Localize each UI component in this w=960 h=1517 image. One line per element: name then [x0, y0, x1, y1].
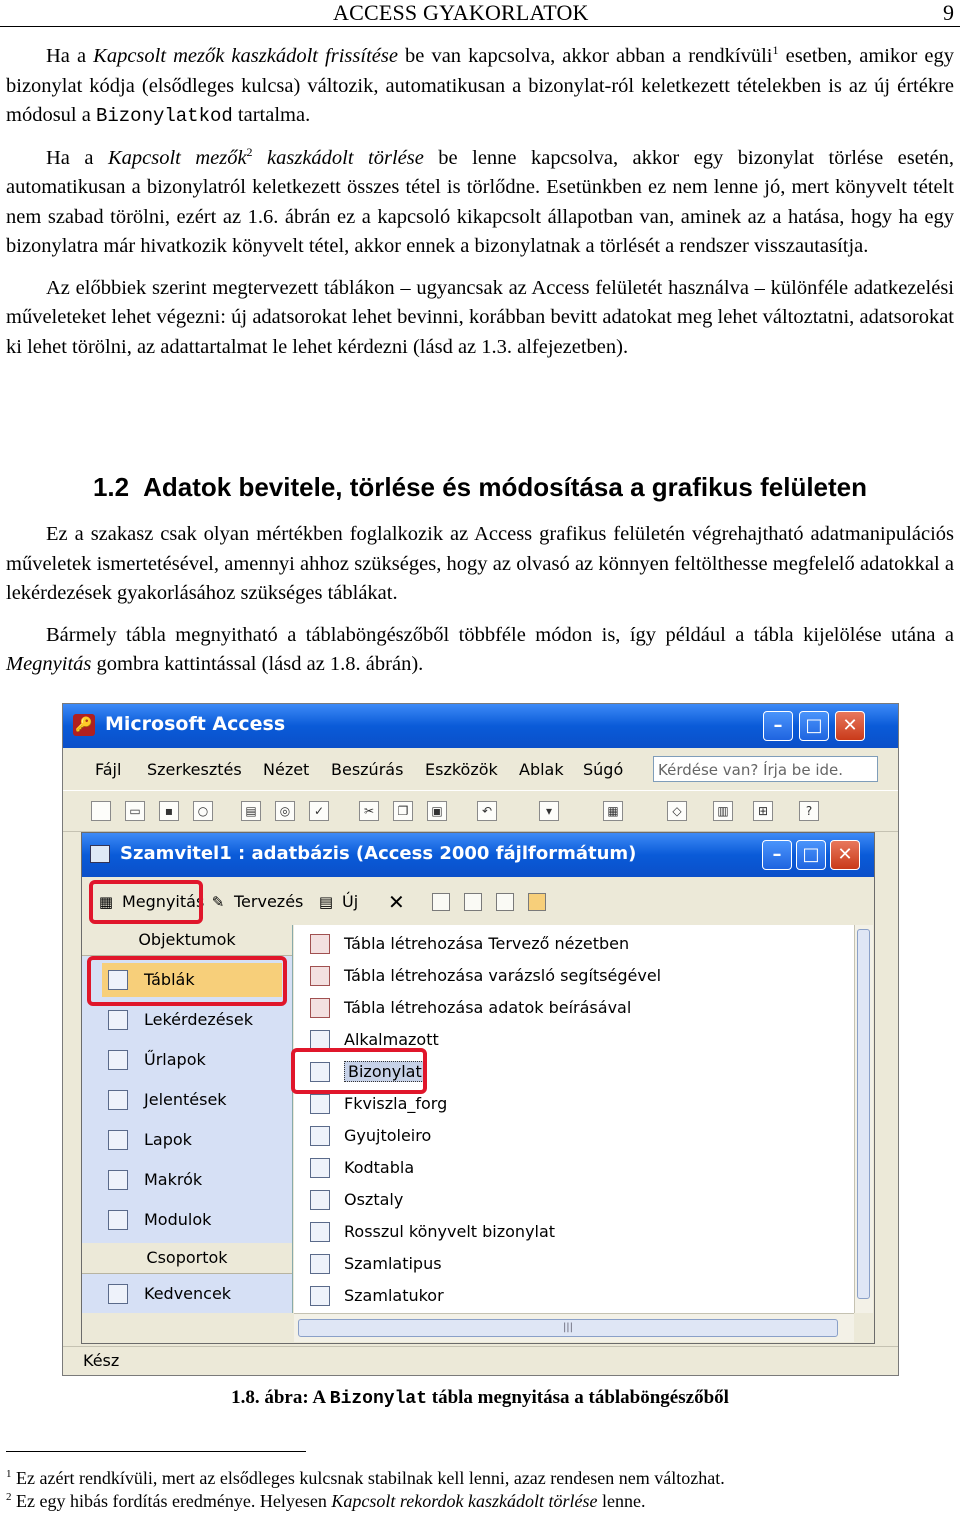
print-icon[interactable]: ▤ — [241, 801, 261, 821]
relationships-icon[interactable]: ⊞ — [753, 801, 773, 821]
undo-icon[interactable]: ↶ — [477, 801, 497, 821]
list-item[interactable]: Tábla létrehozása varázsló segítségével — [306, 963, 661, 989]
horizontal-scrollbar[interactable] — [294, 1313, 854, 1342]
access-screenshot — [62, 703, 899, 1376]
paragraph-scope: Ez a szakasz csak olyan mértékben foglalkozik az Access grafikus felületén végrehajtható adatmanipulációs műveletek ismertetésével, amennyi ahhoz szükséges, hogy az olvasó az könnyen feltölthesse megfelelő adatokkal a lekérdezések gyakorlásához szükséges táblákat. — [6, 523, 954, 604]
menu-bar — [63, 750, 898, 788]
figure-caption: 1.8. ábra: A Bizonylat tábla megnyitása a táblaböngészőből — [231, 1387, 729, 1409]
menu-insert[interactable]: Beszúrás — [331, 760, 404, 779]
access-key-icon: 🔑 — [73, 714, 95, 736]
create-data-entry-icon — [310, 998, 330, 1018]
close-button[interactable]: ✕ — [835, 711, 865, 741]
database-title: Szamvitel1 : adatbázis (Access 2000 fájlformátum) — [120, 843, 637, 864]
create-design-icon — [310, 934, 330, 954]
term-linked-fields: Kapcsolt mezők — [107, 146, 247, 169]
list-item[interactable]: Tábla létrehozása adatok beírásával — [306, 995, 631, 1021]
macro-icon — [108, 1170, 128, 1190]
new-button[interactable] — [316, 889, 358, 915]
db-maximize-button[interactable]: □ — [796, 840, 826, 870]
object-modules[interactable]: Modulok — [102, 1203, 282, 1237]
table-icon — [310, 1286, 330, 1306]
details-view-icon[interactable] — [528, 893, 546, 911]
design-button-label: Tervezés — [234, 892, 304, 911]
page-icon — [108, 1130, 128, 1150]
menu-help[interactable]: Súgó — [583, 760, 624, 779]
term-open: Megnyitás — [6, 653, 92, 675]
db-close-button[interactable]: ✕ — [830, 840, 860, 870]
open-button-label: Megnyitás — [122, 892, 205, 911]
list-item[interactable]: Fkviszla_forg — [306, 1091, 447, 1117]
app-titlebar — [63, 704, 898, 748]
report-icon — [108, 1090, 128, 1110]
delete-icon[interactable]: ✕ — [388, 890, 405, 914]
section-heading — [6, 472, 954, 503]
favorites-icon — [108, 1284, 128, 1304]
list-item[interactable]: Osztaly — [306, 1187, 403, 1213]
table-icon — [310, 1190, 330, 1210]
footnote-ref-1: 1 — [772, 43, 779, 58]
list-item[interactable]: Tábla létrehozása Tervező nézetben — [306, 931, 629, 957]
running-head-title: ACCESS GYAKORLATOK — [333, 0, 589, 25]
query-icon — [108, 1010, 128, 1030]
object-tables[interactable]: Táblák — [102, 963, 282, 997]
field-name-code: Bizonylatkod — [95, 105, 233, 127]
footnote-1: $^1$ Ez azért rendkívüli, mert az elsődleges kulcsnak stabilnak kell lenni, azaz rendesen nem változhat. — [6, 1468, 725, 1488]
object-reports[interactable]: Jelentések — [102, 1083, 282, 1117]
table-icon — [310, 1158, 330, 1178]
print-preview-icon[interactable]: ◎ — [275, 801, 295, 821]
ask-question-input[interactable]: Kérdése van? Írja be ide. — [653, 756, 878, 782]
table-icon — [310, 1254, 330, 1274]
paragraph-data-operations: Az előbbiek szerint megtervezett táblákon – ugyancsak az Access felületét használva – különféle adatkezelési műveleteket lehet végezni: új adatsorokat lehet bevinni, korábban bevitt adatokat meg lehet változtatni, adatsorokat ki lehet törölni, az adattartalmat le lehet kérdezni (lásd az 1.3. alfejezetben). — [6, 276, 954, 358]
list-view-icon[interactable] — [496, 893, 514, 911]
open-folder-icon[interactable]: ▭ — [125, 801, 145, 821]
open-table-icon: ▦ — [98, 893, 114, 911]
list-item[interactable]: Szamlatukor — [306, 1283, 444, 1309]
caption-code: Bizonylat — [329, 1389, 427, 1409]
database-titlebar — [82, 833, 874, 877]
list-item[interactable]: Alkalmazott — [306, 1027, 439, 1053]
new-table-icon: ▤ — [318, 893, 334, 911]
new-button-label: Új — [342, 892, 359, 911]
new-file-icon[interactable] — [91, 801, 111, 821]
highlight-bizonylat-table — [291, 1048, 427, 1094]
paste-icon[interactable]: ▣ — [427, 801, 447, 821]
copy-icon[interactable]: ❐ — [393, 801, 413, 821]
paragraph-cascade-delete: Ha a Kapcsolt mezők$^2$ kaszkádolt törlése be lenne kapcsolva, akkor egy bizonylat törlése esetén, automatikusan a bizonylatról keletkezett összes tétel is törlődne. Esetünkben ez nem lenne jó, mert könyvelt tételt nem szabad törölni, ezért az 1.6. ábrán ez a kapcsoló kikapcsolt állapotban van, aminek az a hatása, hogy ha egy bizonylatra már hivatkozik könyvelt tétel, akkor ennek a bizonylatnak a törlését a rendszer visszautasítja. — [6, 144, 954, 257]
running-head — [0, 0, 960, 27]
list-item[interactable]: Gyujtoleiro — [306, 1123, 431, 1149]
save-icon[interactable]: ▪ — [159, 801, 179, 821]
body-text-section — [6, 520, 954, 692]
module-icon — [108, 1210, 128, 1230]
paragraph-open-table: Bármely tábla megnyitható a táblaböngészőből többféle módon is, így például a tábla kijelölése utána a Megnyitás gombra kattintással (lásd az 1.8. ábrán). — [6, 623, 954, 675]
footnote-rule — [6, 1451, 306, 1452]
main-toolbar — [63, 790, 898, 832]
footnote-2: $^2$ Ez egy hibás fordítás eredménye. Helyesen Kapcsolt rekordok kaszkádolt törlése lenne. — [6, 1491, 646, 1511]
vertical-scroll-thumb[interactable] — [857, 929, 870, 1299]
groups-header[interactable]: Csoportok — [82, 1243, 292, 1274]
horizontal-scroll-thumb[interactable]: ||| — [298, 1319, 838, 1337]
term-cascade-update: Kapcsolt mezők kaszkádolt frissítése — [93, 45, 398, 67]
table-icon — [310, 1222, 330, 1242]
design-pencil-icon: ✎ — [211, 893, 225, 911]
help-icon[interactable]: ? — [799, 801, 819, 821]
page-number: 9 — [943, 0, 954, 25]
properties-icon[interactable]: ▥ — [713, 801, 733, 821]
table-list — [294, 925, 854, 1313]
highlight-open-button — [89, 880, 203, 924]
analyze-icon[interactable]: ▦ — [603, 801, 623, 821]
cut-icon[interactable]: ✂ — [359, 801, 379, 821]
create-wizard-icon — [310, 966, 330, 986]
menu-tools[interactable]: Eszközök — [425, 760, 498, 779]
menu-file[interactable]: Fájl — [95, 760, 122, 779]
object-queries[interactable]: Lekérdezések — [102, 1003, 282, 1037]
object-pages[interactable]: Lapok — [102, 1123, 282, 1157]
code-icon[interactable]: ◇ — [667, 801, 687, 821]
table-icon — [310, 1126, 330, 1146]
highlight-tables-object — [87, 956, 287, 1006]
form-icon — [108, 1050, 128, 1070]
spelling-icon[interactable]: ✓ — [309, 801, 329, 821]
menu-view[interactable]: Nézet — [263, 760, 310, 779]
office-links-icon[interactable]: ▾ — [539, 801, 559, 821]
vertical-scrollbar[interactable] — [854, 925, 873, 1313]
list-item-selected[interactable]: Bizonylat — [306, 1059, 426, 1085]
body-text-top — [6, 42, 954, 374]
term-cascade-delete: kaszkádolt törlése — [252, 146, 424, 169]
db-minimize-button[interactable]: – — [762, 840, 792, 870]
paragraph-cascade-update: Ha a Kapcsolt mezők kaszkádolt frissítése be van kapcsolva, akkor abban a rendkívüli$^1$ esetben, amikor egy bizonylat kódja (elsődleges kulcsa) változik, automatikusan a bizonylat-ról keletkezett tételekben is az új értékre módosul a Bizonylatkod tartalma. — [6, 43, 955, 127]
design-button[interactable] — [208, 889, 303, 915]
minimize-button[interactable]: – — [763, 711, 793, 741]
large-icons-icon[interactable] — [432, 893, 450, 911]
menu-edit[interactable]: Szerkesztés — [147, 760, 242, 779]
table-icon — [310, 1094, 330, 1114]
object-macros[interactable]: Makrók — [102, 1163, 282, 1197]
list-item[interactable]: Rosszul könyvelt bizonylat — [306, 1219, 555, 1245]
database-icon — [90, 845, 110, 863]
maximize-button[interactable]: □ — [799, 711, 829, 741]
list-item[interactable]: Kodtabla — [306, 1155, 414, 1181]
menu-window[interactable]: Ablak — [519, 760, 564, 779]
objects-header[interactable]: Objektumok — [82, 925, 292, 956]
small-icons-icon[interactable] — [464, 893, 482, 911]
section-title: Adatok bevitele, törlése és módosítása a grafikus felületen — [143, 472, 868, 502]
status-bar: Kész — [63, 1346, 898, 1374]
app-title: Microsoft Access — [105, 713, 286, 735]
list-item[interactable]: Szamlatipus — [306, 1251, 442, 1277]
group-favorites[interactable]: Kedvencek — [102, 1277, 282, 1311]
footnote-ref-2: 2 — [246, 144, 253, 159]
object-forms[interactable]: Űrlapok — [102, 1043, 282, 1077]
table-icon — [310, 1030, 330, 1050]
search-icon[interactable]: ○ — [193, 801, 213, 821]
section-number: 1.2 — [92, 472, 130, 502]
